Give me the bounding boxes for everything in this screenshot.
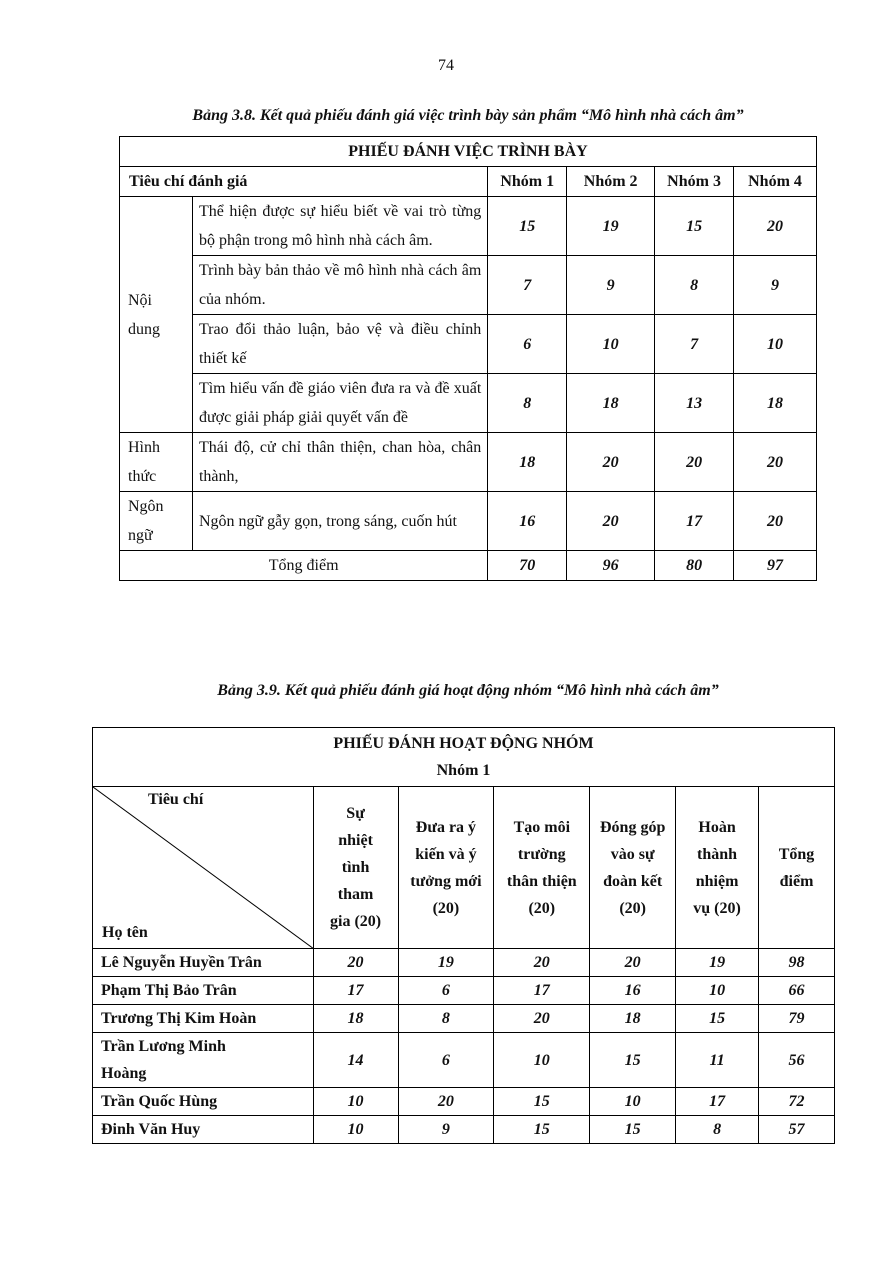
score-cell: 15 <box>590 1116 676 1144</box>
score-cell: 15 <box>488 197 567 256</box>
score-cell: 9 <box>734 256 817 315</box>
score-cell: 20 <box>494 1005 590 1033</box>
score-cell: 18 <box>590 1005 676 1033</box>
score-cell: 8 <box>488 374 567 433</box>
score-cell: 14 <box>313 1033 398 1088</box>
score-cell: 10 <box>313 1116 398 1144</box>
total-cell: 72 <box>759 1088 835 1116</box>
score-cell: 20 <box>734 433 817 492</box>
score-cell: 6 <box>398 977 494 1005</box>
score-cell: 19 <box>567 197 655 256</box>
score-cell: 10 <box>567 315 655 374</box>
score-cell: 20 <box>590 949 676 977</box>
score-cell: 6 <box>398 1033 494 1088</box>
score-cell: 20 <box>313 949 398 977</box>
score-cell: 10 <box>313 1088 398 1116</box>
score-cell: 11 <box>676 1033 759 1088</box>
score-cell: 15 <box>494 1116 590 1144</box>
score-cell: 18 <box>567 374 655 433</box>
score-cell: 20 <box>567 492 655 551</box>
table-title: PHIẾU ĐÁNH VIỆC TRÌNH BÀY <box>120 137 817 167</box>
member-name: Đinh Văn Huy <box>93 1116 314 1144</box>
member-name: Lê Nguyễn Huyền Trân <box>93 949 314 977</box>
score-cell: 18 <box>313 1005 398 1033</box>
score-cell: 10 <box>734 315 817 374</box>
criteria-header: Tiêu chí đánh giá <box>120 167 488 197</box>
total-cell: 80 <box>655 551 734 581</box>
total-cell: 96 <box>567 551 655 581</box>
group-header: Nhóm 3 <box>655 167 734 197</box>
table-header <box>93 728 835 787</box>
score-cell: 15 <box>590 1033 676 1088</box>
score-cell: 15 <box>494 1088 590 1116</box>
total-cell: 70 <box>488 551 567 581</box>
member-name: Trần Quốc Hùng <box>93 1088 314 1116</box>
score-cell: 20 <box>655 433 734 492</box>
group-header: Nhóm 4 <box>734 167 817 197</box>
corner-top-label: Tiêu chí <box>148 791 204 808</box>
page-number: 74 <box>438 57 454 74</box>
total-cell: 66 <box>759 977 835 1005</box>
criterion-cell: Trình bày bản thảo về mô hình nhà cách âm của nhóm. <box>192 256 487 315</box>
table-subtitle: Nhóm 1 <box>436 762 491 779</box>
criterion-cell: Thể hiện được sự hiểu biết về vai trò từng bộ phận trong mô hình nhà cách âm. <box>192 197 487 256</box>
score-cell: 8 <box>655 256 734 315</box>
section-label: Hình thức <box>120 433 193 492</box>
score-cell: 10 <box>676 977 759 1005</box>
score-cell: 8 <box>398 1005 494 1033</box>
total-cell: 56 <box>759 1033 835 1088</box>
total-cell: 57 <box>759 1116 835 1144</box>
section-label: Nội dung <box>120 197 193 433</box>
score-cell: 10 <box>494 1033 590 1088</box>
score-cell: 9 <box>398 1116 494 1144</box>
table-3-9-caption: Bảng 3.9. Kết quả phiếu đánh giá hoạt động nhóm “Mô hình nhà cách âm” <box>217 682 719 699</box>
diagonal-header-cell <box>93 787 314 949</box>
member-name: Trương Thị Kim Hoàn <box>93 1005 314 1033</box>
group-activity-table <box>92 727 835 1144</box>
score-cell: 19 <box>676 949 759 977</box>
score-cell: 18 <box>734 374 817 433</box>
score-cell: 20 <box>494 949 590 977</box>
column-header: Tổng điểm <box>759 787 835 949</box>
column-header: Hoàn thành nhiệm vụ (20) <box>676 787 759 949</box>
section-label: Ngôn ngữ <box>120 492 193 551</box>
score-cell: 18 <box>488 433 567 492</box>
score-cell: 15 <box>655 197 734 256</box>
score-cell: 17 <box>655 492 734 551</box>
group-header: Nhóm 2 <box>567 167 655 197</box>
criterion-cell: Trao đổi thảo luận, bảo vệ và điều chỉnh thiết kế <box>192 315 487 374</box>
criterion-cell: Ngôn ngữ gẫy gọn, trong sáng, cuốn hút <box>192 492 487 551</box>
presentation-evaluation-table <box>119 136 817 581</box>
score-cell: 7 <box>488 256 567 315</box>
score-cell: 15 <box>676 1005 759 1033</box>
score-cell: 8 <box>676 1116 759 1144</box>
column-header: Đưa ra ý kiến và ý tưởng mới (20) <box>398 787 494 949</box>
member-name: Trần Lương Minh Hoàng <box>93 1033 314 1088</box>
total-cell: 79 <box>759 1005 835 1033</box>
score-cell: 17 <box>313 977 398 1005</box>
column-header: Sự nhiệt tình tham gia (20) <box>313 787 398 949</box>
score-cell: 20 <box>567 433 655 492</box>
total-label: Tổng điểm <box>120 551 488 581</box>
score-cell: 16 <box>488 492 567 551</box>
total-cell: 98 <box>759 949 835 977</box>
criterion-cell: Tìm hiểu vấn đề giáo viên đưa ra và đề xuất được giải pháp giải quyết vấn đề <box>192 374 487 433</box>
score-cell: 10 <box>590 1088 676 1116</box>
member-name: Phạm Thị Bảo Trân <box>93 977 314 1005</box>
score-cell: 17 <box>676 1088 759 1116</box>
score-cell: 20 <box>734 492 817 551</box>
score-cell: 20 <box>734 197 817 256</box>
score-cell: 6 <box>488 315 567 374</box>
corner-bottom-label: Họ tên <box>102 924 148 941</box>
table-3-8-caption: Bảng 3.8. Kết quả phiếu đánh giá việc trình bày sản phẩm “Mô hình nhà cách âm” <box>192 107 744 124</box>
score-cell: 7 <box>655 315 734 374</box>
column-header: Tạo môi trường thân thiện (20) <box>494 787 590 949</box>
score-cell: 20 <box>398 1088 494 1116</box>
table-title: PHIẾU ĐÁNH HOẠT ĐỘNG NHÓM <box>333 735 594 752</box>
score-cell: 13 <box>655 374 734 433</box>
score-cell: 19 <box>398 949 494 977</box>
criterion-cell: Thái độ, cử chỉ thân thiện, chan hòa, chân thành, <box>192 433 487 492</box>
total-cell: 97 <box>734 551 817 581</box>
score-cell: 16 <box>590 977 676 1005</box>
score-cell: 17 <box>494 977 590 1005</box>
score-cell: 9 <box>567 256 655 315</box>
group-header: Nhóm 1 <box>488 167 567 197</box>
column-header: Đóng góp vào sự đoàn kết (20) <box>590 787 676 949</box>
